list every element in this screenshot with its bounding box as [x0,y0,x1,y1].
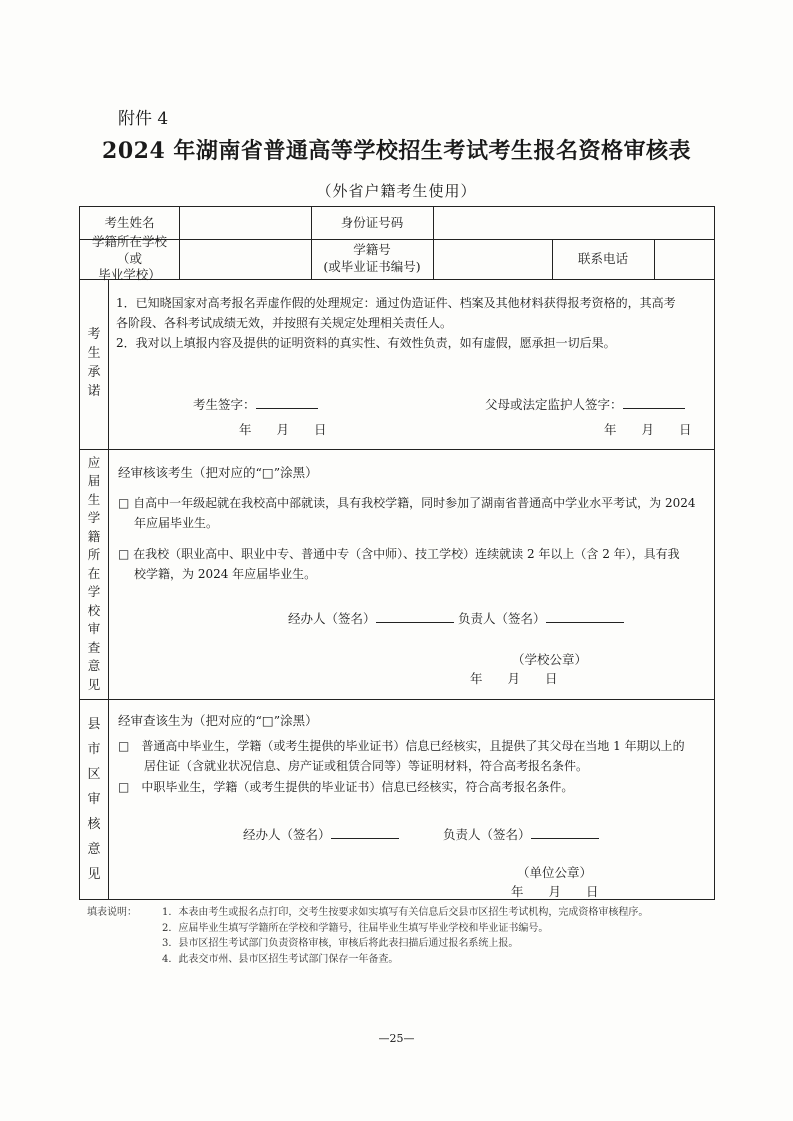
label-char: 考 [87,327,101,343]
school-review-intro: 经审核该考生（把对应的“□”涂黑） [118,465,318,480]
label-char: 县 [87,716,101,732]
label-char: 意 [87,841,101,857]
row-divider [80,699,714,700]
commitment-item1-line1: 1．已知晓国家对高考报名弄虚作假的处理规定：通过伪造证件、档案及其他材料获得报考资格的，其高考 [116,296,676,310]
instruction-item: 1．本表由考生或报名点打印，交考生按要求如实填写有关信息后交县市区招生考试机构，完成资格审核程序。 [162,907,649,918]
label-char: 审 [87,621,101,637]
col-divider [108,279,109,899]
row-divider [80,279,714,280]
county-handler-label: 经办人（签名） [243,827,331,842]
label-char: 核 [87,816,101,832]
label-char: 在 [87,565,101,581]
parent-sign-date: 年 月 日 [604,422,692,437]
label-char: 生 [87,491,101,507]
label-char: 所 [87,547,101,563]
label-char: 应 [87,454,101,470]
school-leader-line[interactable] [546,609,624,623]
student-name-label: 考生姓名 [104,214,155,230]
page-title: 2024 年湖南省普通高等学校招生考试考生报名资格审核表 [102,138,691,164]
county-leader-line[interactable] [531,825,599,839]
parent-sign-label: 父母或法定监护人签字： [485,397,623,412]
option2-line1: □ 在我校（职业高中、职业中专、普通中专（含中师）、技工学校）连续就读 2 年以上（含 2 年），具有我 [118,547,680,561]
county-seal: （单位公章） [517,865,593,880]
label-char: 意 [87,658,101,674]
school-review-date: 年 月 日 [470,671,558,686]
instruction-item: 3．县市区招生考试部门负责资格审核，审核后将此表扫描后通过报名系统上报。 [162,938,519,949]
attachment-label: 附件 4 [118,109,169,129]
school-review-option2[interactable] [118,544,712,584]
status-label-line2: (或毕业证书编号) [323,259,421,274]
student-sign-line[interactable] [256,395,318,409]
status-number-field[interactable] [433,239,552,279]
label-char: 学 [87,510,101,526]
county-review-option2[interactable] [118,777,712,797]
school-leader-signature [458,609,624,627]
label-char: 生 [87,346,101,362]
school-label-line1: 学籍所在学校（或 [91,233,167,266]
county-leader-label: 负责人（签名） [443,827,531,842]
county-leader-signature [443,825,599,843]
label-char: 查 [87,639,101,655]
label-char: 承 [87,365,101,380]
row-divider [80,449,714,450]
commitment-item2: 2．我对以上填报内容及提供的证明资料的真实性、有效性负责，如有虚假，愿承担一切后果。 [116,336,616,350]
instruction-item: 4．此表交市州、县市区招生考试部门保存一年备查。 [162,953,399,965]
label-char: 市 [87,741,101,757]
school-label [80,233,179,283]
county-handler-line[interactable] [331,825,399,839]
county-review-intro: 经审查该生为（把对应的“□”涂黑） [118,713,318,728]
label-char: 诺 [87,383,101,399]
label-char: 学 [87,584,101,600]
commitment-section-label [80,279,108,449]
page-number: —25— [378,1032,415,1045]
option1-line2: 年应届毕业生。 [134,516,219,530]
commitment-text [116,293,710,353]
school-review-section-label [80,449,108,699]
county-option2: □ 中职毕业生，学籍（或考生提供的毕业证书）信息已经核实，符合高考报名条件。 [118,780,574,794]
school-seal: （学校公章） [512,652,588,667]
label-char: 见 [87,866,101,882]
option2-line2: 校学籍，为 2024 年应届毕业生。 [134,567,317,581]
school-handler-signature [288,609,454,627]
status-number-label [311,239,433,279]
county-option1-line1: □ 普通高中毕业生，学籍（或考生提供的毕业证书）信息已经核实，且提供了其父母在当地 1 年期以上的 [118,739,685,753]
parent-signature [485,395,685,413]
student-signature [193,395,318,413]
student-sign-date: 年 月 日 [239,422,327,437]
label-char: 校 [87,602,101,618]
school-handler-line[interactable] [376,609,454,623]
student-sign-label: 考生签字： [193,397,256,412]
school-handler-label: 经办人（签名） [288,611,376,626]
county-review-option1[interactable] [118,736,712,776]
instructions-lead: 填表说明： [87,907,137,918]
school-field[interactable] [179,239,311,279]
label-char: 届 [87,473,101,489]
county-option1-line2: 居住证（含就业状况信息、房产证或租赁合同等）等证明材料，符合高考报名条件。 [144,759,589,773]
parent-sign-line[interactable] [623,395,685,409]
school-label-line2: 毕业学校） [98,267,161,283]
qualification-form [79,206,715,900]
county-review-section-label [80,699,108,899]
commitment-item1-line2: 各阶段、各科考试成绩无效，并按照有关规定处理相关责任人。 [116,316,453,330]
student-name-field[interactable] [179,207,311,239]
label-char: 区 [87,766,101,782]
instruction-item: 2．应届毕业生填写学籍所在学校和学籍号，往届毕业生填写毕业学校和毕业证书编号。 [162,922,549,934]
page-subtitle: （外省户籍考生使用） [316,182,477,200]
id-number-label: 身份证号码 [340,214,404,230]
status-label-line1: 学籍号 [353,242,391,258]
phone-field[interactable] [654,239,716,279]
label-char: 籍 [87,528,101,544]
county-handler-signature [243,825,399,843]
option1-line1: □ 自高中一年级起就在我校高中部就读，具有我校学籍，同时参加了湖南省普通高中学业水平考试，为 2024 [118,496,696,510]
id-number-field[interactable] [433,207,716,239]
county-review-date: 年 月 日 [511,884,599,899]
school-review-option1[interactable] [118,493,712,533]
label-char: 见 [87,676,101,692]
phone-label: 联系电话 [577,250,628,266]
school-leader-label: 负责人（签名） [458,611,546,626]
label-char: 审 [87,791,101,807]
